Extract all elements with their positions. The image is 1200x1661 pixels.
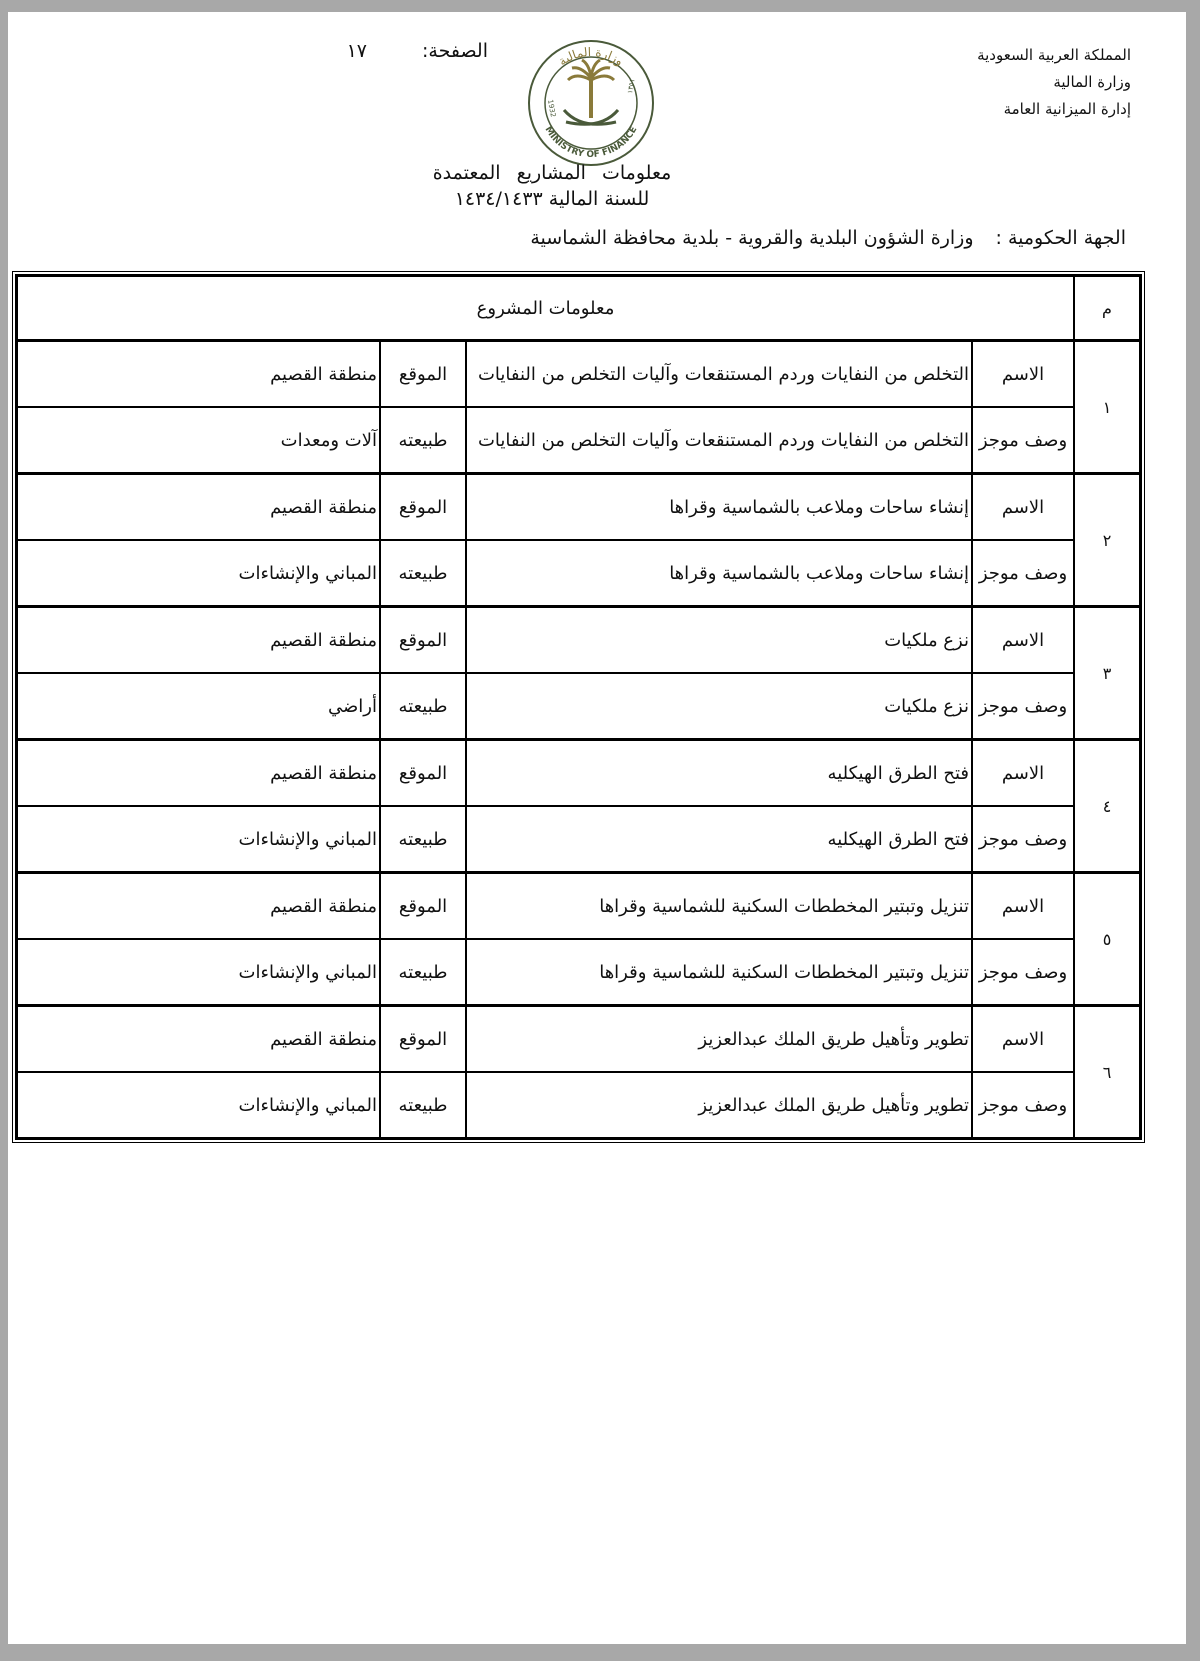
name-label: الاسم: [972, 1006, 1074, 1073]
palm-tree-icon: [568, 60, 614, 118]
nature-label: طبيعته: [380, 540, 466, 607]
project-number: ٥: [1074, 873, 1140, 1006]
table-row: [17, 607, 1140, 674]
ministry-seal-icon: [526, 38, 656, 168]
projects-table: [12, 271, 1145, 1143]
nature-label: طبيعته: [380, 806, 466, 873]
title-line2: للسنة المالية ١٤٣٤/١٤٣٣: [454, 188, 650, 210]
seal-year-left: 1932: [546, 98, 558, 118]
document-page: [8, 12, 1186, 1644]
table-row: [17, 806, 1140, 873]
kingdom-name: المملكة العربية السعودية: [977, 46, 1131, 64]
document-title: [8, 162, 1186, 210]
location-label: الموقع: [380, 1006, 466, 1073]
project-description: التخلص من النفايات وردم المستنقعات وآليات التخلص من النفايات: [466, 407, 972, 474]
project-nature: المباني والإنشاءات: [17, 540, 380, 607]
page-number-block: [248, 40, 488, 62]
name-label: الاسم: [972, 341, 1074, 408]
col-num-header: م: [1074, 276, 1140, 341]
project-nature: آلات ومعدات: [17, 407, 380, 474]
project-description: تنزيل وتبتير المخططات السكنية للشماسية وقراها: [466, 939, 972, 1006]
government-entity: [426, 227, 1126, 249]
table-row: [17, 407, 1140, 474]
table-row: [17, 939, 1140, 1006]
desc-label: وصف موجز: [972, 1072, 1074, 1138]
page-label: الصفحة:: [421, 40, 488, 62]
table-row: [17, 341, 1140, 408]
location-label: الموقع: [380, 740, 466, 807]
project-location: منطقة القصيم: [17, 341, 380, 408]
project-description: إنشاء ساحات وملاعب بالشماسية وقراها: [466, 540, 972, 607]
project-nature: المباني والإنشاءات: [17, 806, 380, 873]
gov-entity-label: الجهة الحكومية :: [995, 227, 1126, 249]
table-row: [17, 673, 1140, 740]
project-nature: المباني والإنشاءات: [17, 939, 380, 1006]
table-header-row: [17, 276, 1140, 341]
desc-label: وصف موجز: [972, 540, 1074, 607]
project-description: فتح الطرق الهيكليه: [466, 806, 972, 873]
project-description: تطوير وتأهيل طريق الملك عبدالعزيز: [466, 1072, 972, 1138]
location-label: الموقع: [380, 341, 466, 408]
project-location: منطقة القصيم: [17, 873, 380, 940]
seal-arabic-text: وزارة المالية: [555, 44, 627, 69]
nature-label: طبيعته: [380, 1072, 466, 1138]
project-name: التخلص من النفايات وردم المستنقعات وآليات التخلص من النفايات: [466, 341, 972, 408]
project-number: ١: [1074, 341, 1140, 474]
project-name: تطوير وتأهيل طريق الملك عبدالعزيز: [466, 1006, 972, 1073]
project-name: تنزيل وتبتير المخططات السكنية للشماسية وقراها: [466, 873, 972, 940]
name-label: الاسم: [972, 740, 1074, 807]
project-location: منطقة القصيم: [17, 740, 380, 807]
project-description: نزع ملكيات: [466, 673, 972, 740]
desc-label: وصف موجز: [972, 407, 1074, 474]
nature-label: طبيعته: [380, 939, 466, 1006]
project-number: ٣: [1074, 607, 1140, 740]
col-info-header: معلومات المشروع: [17, 276, 1074, 341]
table-row: [17, 873, 1140, 940]
location-label: الموقع: [380, 474, 466, 541]
department-name: إدارة الميزانية العامة: [1003, 100, 1131, 118]
table-row: [17, 1072, 1140, 1138]
nature-label: طبيعته: [380, 407, 466, 474]
table-row: [17, 540, 1140, 607]
project-location: منطقة القصيم: [17, 1006, 380, 1073]
svg-text:وزارة المالية: [556, 45, 626, 69]
ministry-name: وزارة المالية: [1053, 73, 1131, 91]
project-location: منطقة القصيم: [17, 474, 380, 541]
desc-label: وصف موجز: [972, 806, 1074, 873]
project-number: ٤: [1074, 740, 1140, 873]
project-nature: أراضي: [17, 673, 380, 740]
project-number: ٢: [1074, 474, 1140, 607]
project-name: فتح الطرق الهيكليه: [466, 740, 972, 807]
title-line1: معلومات المشاريع المعتمدة: [432, 162, 672, 184]
name-label: الاسم: [972, 607, 1074, 674]
desc-label: وصف موجز: [972, 939, 1074, 1006]
name-label: الاسم: [972, 873, 1074, 940]
project-number: ٦: [1074, 1006, 1140, 1139]
page-number: ١٧: [346, 40, 367, 62]
table-row: [17, 474, 1140, 541]
location-label: الموقع: [380, 607, 466, 674]
seal-year-right: ١٣٥١: [626, 78, 637, 95]
location-label: الموقع: [380, 873, 466, 940]
desc-label: وصف موجز: [972, 673, 1074, 740]
name-label: الاسم: [972, 474, 1074, 541]
project-name: إنشاء ساحات وملاعب بالشماسية وقراها: [466, 474, 972, 541]
project-name: نزع ملكيات: [466, 607, 972, 674]
issuer-block: [851, 42, 1131, 123]
table-row: [17, 1006, 1140, 1073]
nature-label: طبيعته: [380, 673, 466, 740]
table-row: [17, 740, 1140, 807]
project-location: منطقة القصيم: [17, 607, 380, 674]
seal-english-text: MINISTRY OF FINANCE: [542, 125, 640, 161]
gov-entity-value: وزارة الشؤون البلدية والقروية - بلدية محافظة الشماسية: [530, 227, 974, 249]
project-nature: المباني والإنشاءات: [17, 1072, 380, 1138]
